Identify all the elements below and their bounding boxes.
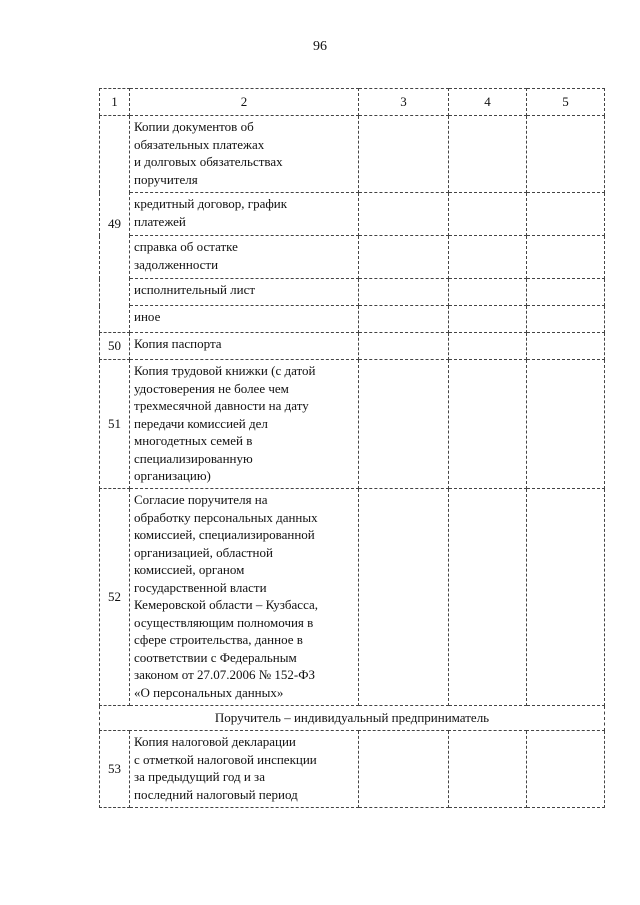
section-row xyxy=(100,706,605,731)
empty-cell xyxy=(359,360,449,489)
empty-cell xyxy=(527,306,605,333)
table-row xyxy=(100,306,605,333)
row-text: иное xyxy=(130,306,359,333)
row-text: кредитный договор, график платежей xyxy=(130,193,359,236)
empty-cell xyxy=(449,333,527,360)
row-text: исполнительный лист xyxy=(130,279,359,306)
empty-cell xyxy=(359,279,449,306)
row-text: Копии документов об обязательных платежах и долговых обязательствах поручителя xyxy=(130,116,359,193)
column-header: 2 xyxy=(130,89,359,116)
empty-cell xyxy=(359,306,449,333)
column-header: 3 xyxy=(359,89,449,116)
column-header: 5 xyxy=(527,89,605,116)
row-text: Копия налоговой декларации с отметкой налоговой инспекции за предыдущий год и за последний налоговый период xyxy=(130,731,359,808)
empty-cell xyxy=(359,489,449,706)
empty-cell xyxy=(359,333,449,360)
empty-cell xyxy=(527,489,605,706)
column-header: 1 xyxy=(100,89,130,116)
row-text: Копия трудовой книжки (с датой удостоверения не более чем трехмесячной давности на дату передачи комиссией дел многодетных семей в специализированную организацию) xyxy=(130,360,359,489)
empty-cell xyxy=(449,279,527,306)
page-number: 96 xyxy=(313,39,327,54)
row-number: 53 xyxy=(100,731,130,808)
table-row xyxy=(100,360,605,489)
empty-cell xyxy=(449,360,527,489)
table-row xyxy=(100,333,605,360)
empty-cell xyxy=(527,116,605,193)
empty-cell xyxy=(359,236,449,279)
empty-cell xyxy=(527,333,605,360)
empty-cell xyxy=(449,116,527,193)
section-heading: Поручитель – индивидуальный предприниматель xyxy=(100,706,605,731)
empty-cell xyxy=(527,279,605,306)
table-row xyxy=(100,236,605,279)
column-header: 4 xyxy=(449,89,527,116)
empty-cell xyxy=(359,731,449,808)
document-table xyxy=(99,88,605,808)
empty-cell xyxy=(449,236,527,279)
table-row xyxy=(100,489,605,706)
table-row xyxy=(100,116,605,193)
empty-cell xyxy=(527,731,605,808)
row-number: 52 xyxy=(100,489,130,706)
empty-cell xyxy=(359,193,449,236)
row-text: справка об остатке задолженности xyxy=(130,236,359,279)
row-text: Копия паспорта xyxy=(130,333,359,360)
empty-cell xyxy=(527,236,605,279)
row-number: 50 xyxy=(100,333,130,360)
row-number: 51 xyxy=(100,360,130,489)
empty-cell xyxy=(449,306,527,333)
empty-cell xyxy=(527,193,605,236)
row-number: 49 xyxy=(100,116,130,333)
empty-cell xyxy=(449,731,527,808)
empty-cell xyxy=(527,360,605,489)
table-row xyxy=(100,731,605,808)
empty-cell xyxy=(449,193,527,236)
table-header-row xyxy=(100,89,605,116)
table-row xyxy=(100,193,605,236)
empty-cell xyxy=(449,489,527,706)
row-text: Согласие поручителя на обработку персональных данных комиссией, специализированной организацией, областной комиссией, органом государственной власти Кемеровской области – Кузбасса, осуществляющим полномочия в сфере строительства, данное в соответствии с Федеральным законом от 27.07.2006 № 152-ФЗ «О персональных данных» xyxy=(130,489,359,706)
table-row xyxy=(100,279,605,306)
empty-cell xyxy=(359,116,449,193)
